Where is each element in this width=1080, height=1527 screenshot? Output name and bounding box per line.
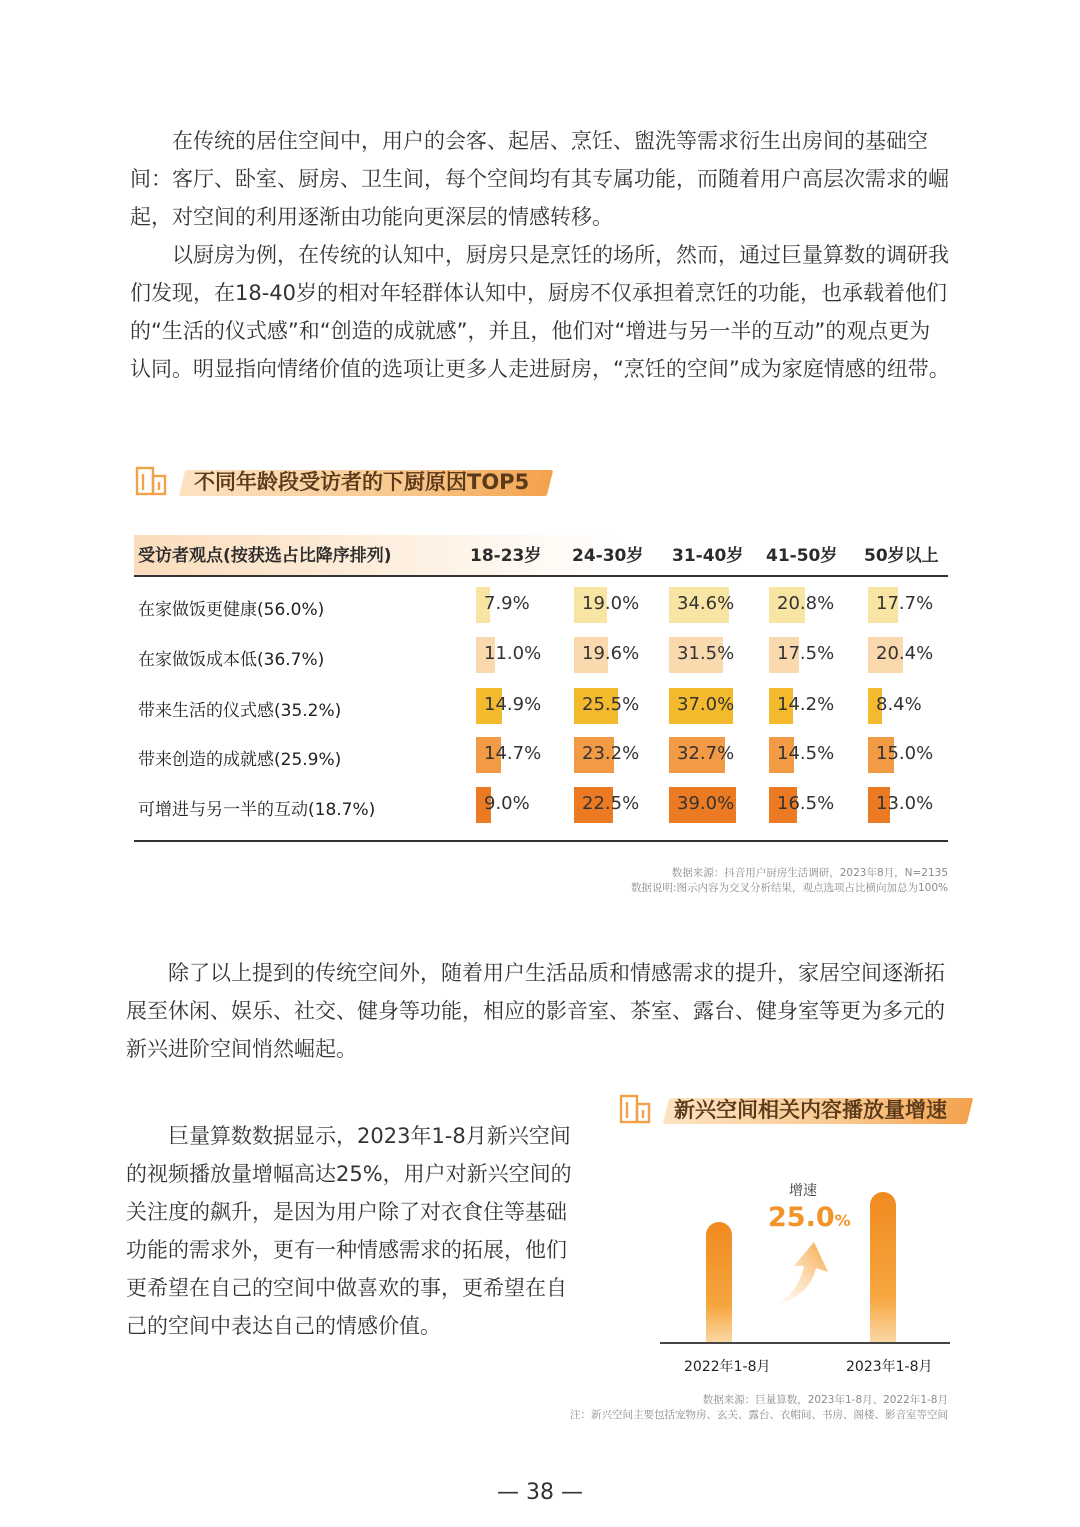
cell-value: 22.5% [582,793,640,814]
table-source [631,866,948,896]
table-source-line-2: 数据说明:图示内容为交叉分析结果，观点选项占比横向加总为100% [630,882,948,894]
cell-value: 19.0% [582,593,640,614]
cell-value: 7.9% [484,593,530,614]
section-title-1-text: 不同年龄段受访者的下厨原因TOP5 [194,470,530,494]
cell-value: 20.4% [876,643,934,664]
row-label: 在家做饭成本低(36.7%) [138,650,325,670]
intro-text [130,122,950,388]
cell-value: 8.4% [876,694,922,715]
section-title-2-text: 新兴空间相关内容播放量增速 [674,1098,947,1122]
cell-value: 14.9% [484,694,542,715]
x-label-2022: 2022年1-8月 [684,1359,771,1375]
cell-value: 9.0% [484,793,530,814]
paragraph-4-text: 巨量算数数据显示，2023年1-8月新兴空间的视频播放量增幅高达25%，用户对新兴空间的关注度的飙升，是因为用户除了对衣食住等基础功能的需求外，更有一种情感需求的拓展，他们更希望在自己的空间中做喜欢的事，更希望在自己的空间中表达自己的情感价值。 [126,1124,572,1338]
intro-paragraph-2: 以厨房为例，在传统的认知中，厨房只是烹饪的场所，然而，通过巨量算数的调研我们发现，在18-40岁的相对年轻群体认知中，厨房不仅承担着烹饪的功能，也承载着他们的“生活的仪式感”和“创造的成就感”，并且，他们对“增进与另一半的互动”的观点更为认同。明显指向情绪价值的选项让更多人走进厨房，“烹饪的空间”成为家庭情感的纽带。 [130,243,950,381]
growth-label: 增速 [789,1183,817,1199]
row-label: 可增进与另一半的互动(18.7%) [138,800,376,820]
chart-source-line-1: 数据来源：巨量算数，2023年1-8月、2022年1-8月 [702,1394,948,1406]
cell-value: 17.5% [777,643,835,664]
cell-value: 15.0% [876,743,934,764]
row-label: 带来创造的成就感(25.9%) [138,750,342,770]
cell-value: 23.2% [582,743,640,764]
building-icon [134,464,168,496]
growth-number: 25.0 [768,1202,835,1233]
page-number: — 38 — [497,1480,583,1505]
cell-value: 25.5% [582,694,640,715]
column-header-31-40: 31-40岁 [672,546,744,566]
bar-2022 [706,1222,732,1342]
cell-value: 17.7% [876,593,934,614]
column-header-24-30: 24-30岁 [572,546,644,566]
chart-axis [660,1342,950,1344]
cell-value: 16.5% [777,793,835,814]
cell-value: 14.2% [777,694,835,715]
paragraph-3-text: 除了以上提到的传统空间外，随着用户生活品质和情感需求的提升，家居空间逐渐拓展至休闲、娱乐、社交、健身等功能，相应的影音室、茶室、露台、健身室等更为多元的新兴进阶空间悄然崛起。 [126,961,945,1061]
chart-source-line-2: 注：新兴空间主要包括宠物房、玄关、露台、衣帽间、书房、阁楼、影音室等空间 [570,1409,948,1421]
table-source-line-1: 数据来源：抖音用户厨房生活调研，2023年8月，N=2135 [671,867,948,879]
cell-value: 32.7% [677,743,735,764]
growth-value [768,1202,851,1233]
cell-value: 39.0% [677,793,735,814]
x-label-2023: 2023年1-8月 [846,1359,933,1375]
building-icon [618,1092,652,1124]
chart-source [570,1393,948,1423]
table-header-label: 受访者观点(按获选占比降序排列) [138,546,392,566]
cell-value: 31.5% [677,643,735,664]
cell-value: 11.0% [484,643,542,664]
row-label: 带来生活的仪式感(35.2%) [138,701,342,721]
column-header-41-50: 41-50岁 [766,546,838,566]
table-bottom-rule [134,840,948,842]
cell-value: 34.6% [677,593,735,614]
cell-value: 14.7% [484,743,542,764]
paragraph-3 [126,954,946,1068]
growth-arrow-icon [770,1238,832,1308]
cell-value: 37.0% [677,694,735,715]
cell-value: 20.8% [777,593,835,614]
bar-2023 [870,1192,896,1342]
section-title-2 [618,1090,978,1130]
growth-unit: % [834,1211,851,1230]
section-title-1 [134,462,564,502]
row-label: 在家做饭更健康(56.0%) [138,600,325,620]
intro-paragraph-1: 在传统的居住空间中，用户的会客、起居、烹饪、盥洗等需求衍生出房间的基础空间：客厅、卧室、厨房、卫生间，每个空间均有其专属功能，而随着用户高层次需求的崛起，对空间的利用逐渐由功能向更深层的情感转移。 [130,129,949,229]
cell-value: 19.6% [582,643,640,664]
cell-value: 14.5% [777,743,835,764]
column-header-18-23: 18-23岁 [470,546,542,566]
column-header-50-plus: 50岁以上 [864,546,939,566]
paragraph-4 [126,1117,586,1345]
cell-value: 13.0% [876,793,934,814]
